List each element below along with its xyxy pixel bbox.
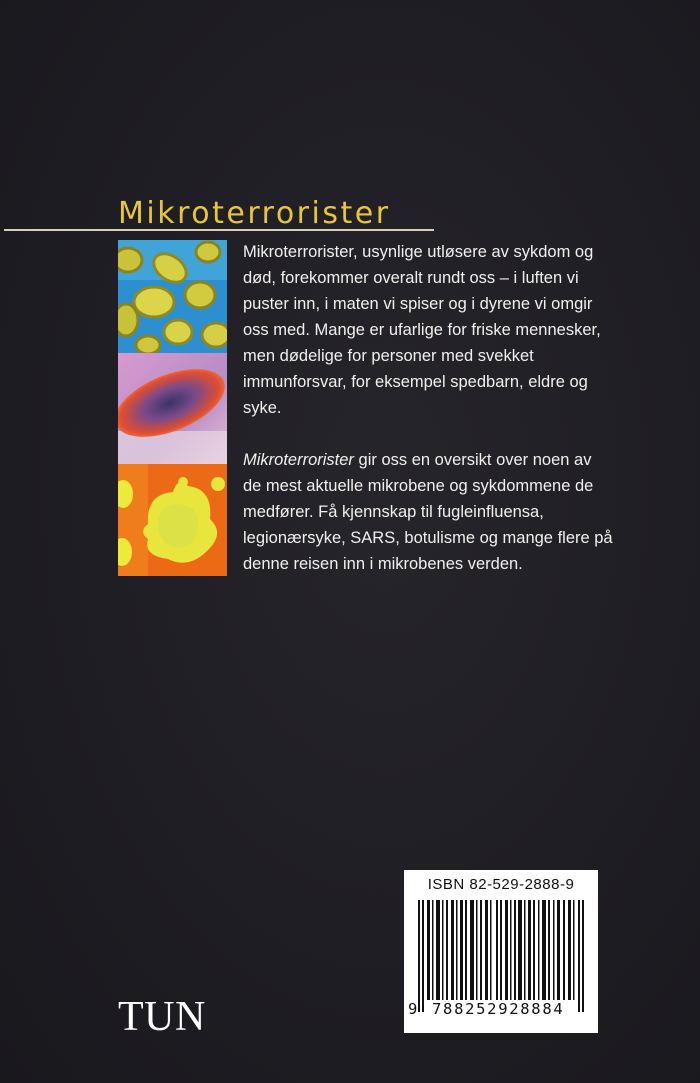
bacteria-cluster-image <box>118 240 227 353</box>
isbn-number: ISBN 82-529-2888-9 <box>427 876 575 893</box>
publisher-logo: TUN <box>118 994 206 1040</box>
blurb-paragraph-2 <box>243 447 613 577</box>
book-title: Mikroterrorister <box>118 196 391 231</box>
barcode-label <box>404 870 598 1033</box>
blurb <box>243 239 613 577</box>
microbe-image-strip <box>118 240 227 576</box>
rod-bacterium-image <box>118 353 227 464</box>
barcode-digits <box>404 1000 598 1024</box>
barcode-first-digit: 9 <box>408 1000 418 1018</box>
barcode-bars <box>418 900 586 1012</box>
blurb-paragraph-1: Mikroterrorister, usynlige utløsere av sykdom og død, forekommer overalt rundt oss – i luften vi puster inn, i maten vi spiser og i dyrene vi omgir oss med. Mange er ufarlige for friske mennesker, men dødelige for personer med svekket immunforsvar, for eksempel spedbarn, eldre og syke. <box>243 243 601 417</box>
barcode-remaining-digits: 788252928884 <box>432 1000 565 1018</box>
italic-title: Mikroterrorister <box>243 451 354 469</box>
virus-cell-image <box>118 464 227 576</box>
blurb-paragraph-2-text: gir oss en oversikt over noen av de mest aktuelle mikrobene og sykdommene de medfører. Få kjennskap til fugleinfluensa, legionærsyke, SARS, botulisme og mange flere på denne reisen inn i mikrobenes verden. <box>243 451 613 573</box>
